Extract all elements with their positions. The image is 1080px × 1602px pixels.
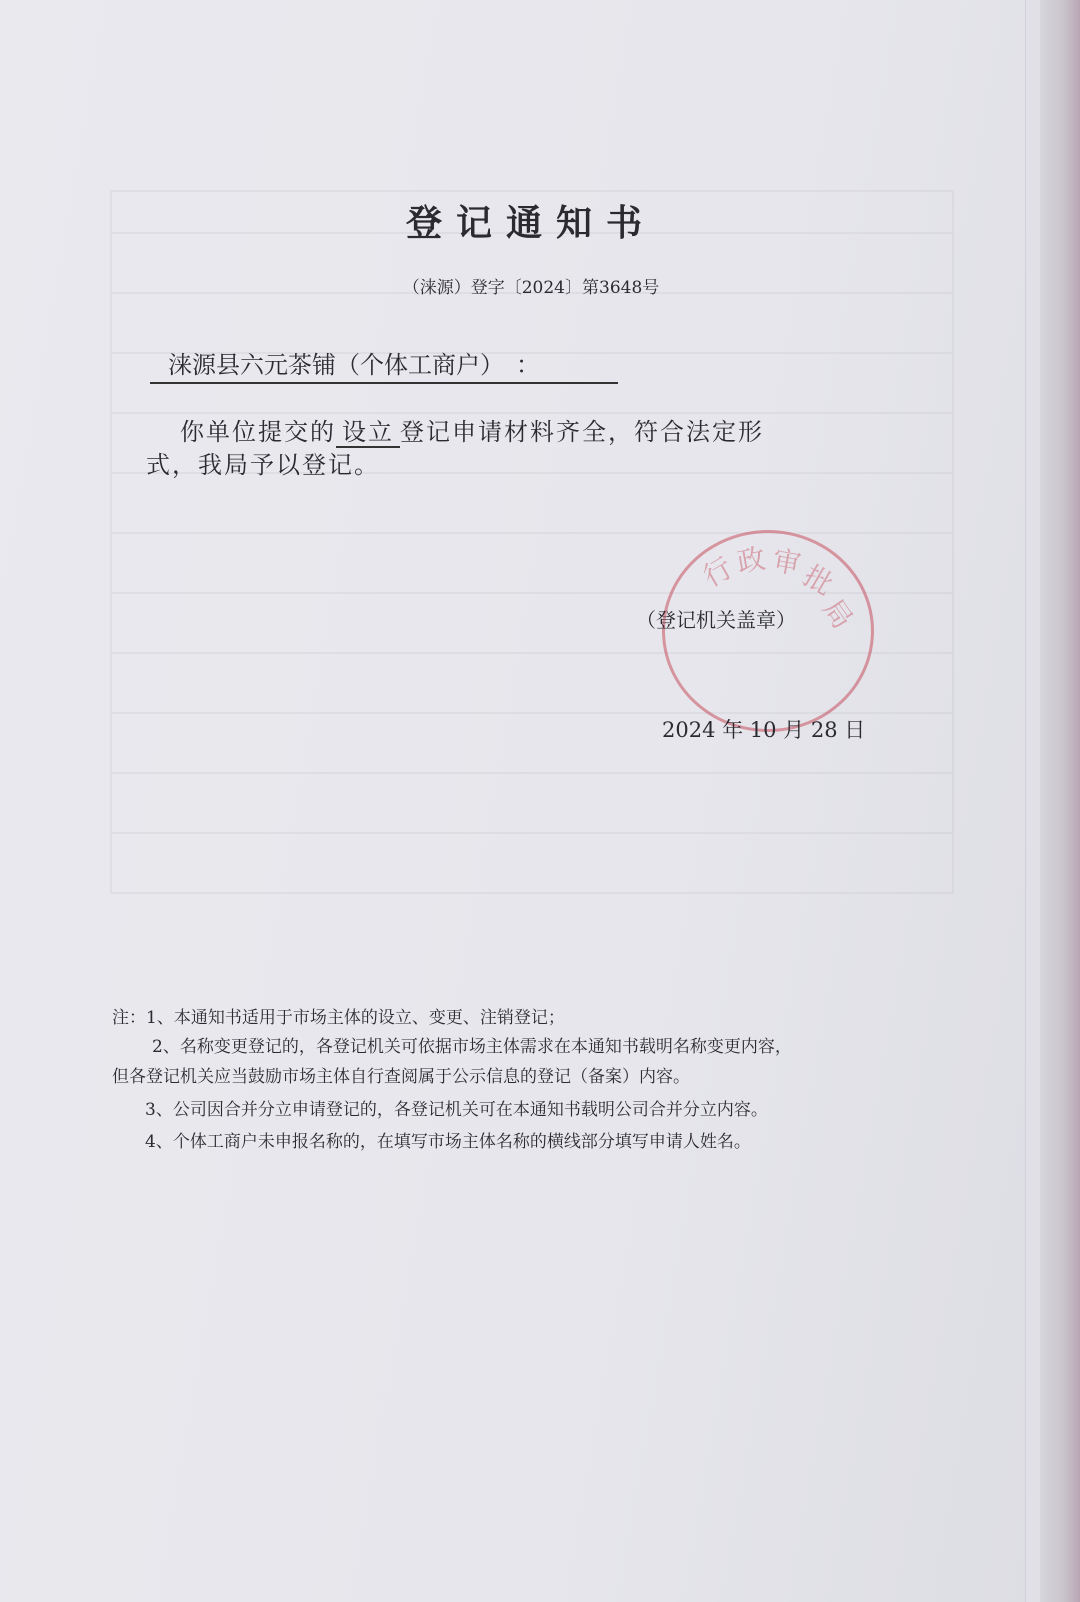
note-2: 2、名称变更登记的，各登记机关可依据市场主体需求在本通知书载明名称变更内容， [152,1037,792,1057]
body-prefix: 你单位提交的 [180,418,336,446]
official-seal: 行 政 审 批 局 [662,530,874,732]
issue-date: 2024 年 10 月 28 日 [662,718,866,742]
body-line-2: 式，我局予以登记。 [146,451,380,479]
note-2-continued: 但各登记机关应当鼓励市场主体自行查阅属于公示信息的登记（备案）内容。 [112,1067,690,1087]
addressee: 涞源县六元茶铺（个体工商户） ： [150,345,618,384]
registration-type: 设立 [336,418,400,448]
note-1: 注：1、本通知书适用于市场主体的设立、变更、注销登记； [112,1008,565,1028]
body-suffix: 登记申请材料齐全，符合法定形 [400,418,764,446]
note-3: 3、公司因合并分立申请登记的，各登记机关可在本通知书载明公司合并分立内容。 [145,1100,768,1120]
document-number: （涞源）登字〔2024〕第3648号 [402,278,660,298]
note-4: 4、个体工商户未申报名称的，在填写市场主体名称的横线部分填写申请人姓名。 [145,1132,751,1152]
document-title: 登记通知书 [405,203,656,244]
body-line-1 [180,412,764,447]
seal-label: （登记机关盖章） [636,608,796,632]
